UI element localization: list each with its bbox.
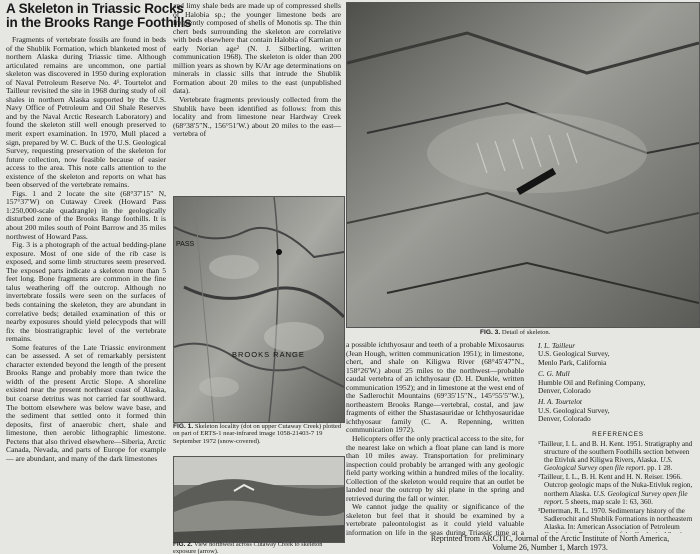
author-org: Humble Oil and Refining Company, (538, 377, 646, 387)
paragraph: and limy shale beds are made up of compressed shells of Halobia sp.; the younger limestone beds are frequently composed of shells of Monotis sp. The thin chert beds surrounding the skeleton are correlative with beds elsewhere that contain Halobia of Karnian or early Norian age² (N. J. Silberling, written communication 1968). The skeleton is older than 200 million years as shown by K/Ar age determinations on minerals in classic sills that intrude the Shublik Formation about 20 miles to the east (unpublished data). (173, 2, 341, 96)
author-signatures (538, 342, 698, 424)
references-section (538, 431, 698, 533)
paragraph: Some features of the Late Triassic environment can be assessed. A set of remarkably persistent character extended beyond the length of the present Brooks Range and probably more than twice the width of the present Arctic Slope. A shoreline existed near the present northeast coast of Alaska, but coarse detritus was not carried far southward. The bottom elsewhere was below wave base, and the sediment that settled onto it formed thin deposits, first of anaerobic chert, shale and limestone, then aerobic lithographic limestone. Pectens that also thrived elsewhere—Siberia, Arctic Canada, Nevada, and parts of Europe for example — are abundant, and many of the dark limestones (6, 342, 166, 463)
author-name: C. G. Mull (538, 369, 570, 379)
signature-block (538, 370, 698, 395)
figure-1-satellite-image (173, 196, 345, 423)
satellite-map-icon (174, 197, 344, 422)
reference-item: ³Detterman, R. L. 1970. Sedimentary history of the Sadlerochit and Shublik Formations in northeastern Alaska. In: American Association of Petroleum (538, 506, 693, 531)
references-heading: REFERENCES (592, 431, 644, 438)
figure-3-caption-text: Detail of skeleton. (501, 329, 551, 336)
signature-block (538, 398, 698, 423)
reference-item: ¹Tailleur, I. L. and B. H. Kent. 1951. Stratigraphy and structure of the southern Foothills section between the Etivluk and Kiligwa Rivers, Alaska. U.S. Geological Survey open file report. pp. 1 28. (538, 440, 693, 473)
author-name: I. L. Tailleur (538, 341, 576, 350)
text-column-2-top (173, 2, 341, 192)
landscape-photo-icon (174, 457, 344, 542)
paragraph: Helicopters offer the only practical access to the site, for the nearest lake on which a float plane can land is more than 10 miles away. Transportation for preliminary inspection could probably be arranged with any geologic field party working within a hundred miles of the locality. Collection of the skeleton would require that an outlet be landed near the outcrop by ski plane in the spring and retrieved during the fall or winter. (346, 434, 524, 503)
figure-2-photo (173, 456, 345, 543)
skeleton-detail-photo-icon (347, 3, 699, 327)
reference-item: ²Tailleur, I. L., B. H. Kent and H. N. Reiser. 1966. Outcrop geologic maps of the Nuka-Etivluk region, northern Alaska. U.S. Geological Survey open file report. 5 sheets, map scale 1: 63, 360. (538, 473, 693, 506)
author-place: Denver, Colorado (538, 386, 591, 396)
paragraph: a possible ichthyosaur and teeth of a probable Mixosaurus (Jean Hough, written communication 1951); in limestone, chert, and shale on Kiligwa River (68°45′47″N., 158°26′W.) about 25 miles to the northwest—probable caudal vertebra of an ichthyosaur (D. H. Dunkle, written communication 1952); and in limestone at the west end of the Sadlerochit Mountains (69°35′15″N., 145°55′5″W.), northeastern Brooks Range—vertebral, costal, and jaw fragments of either the Shastasauridae or Ichthyosauridae ichthyosaur family (C. A. Repenning, written communication 1972). (346, 341, 524, 435)
figure-2-caption (173, 542, 343, 554)
figure-1-caption-text: Skeleton locality (dot on upper Cutaway Creek) plotted on part of ERTS-1 near-infrared image 1058-21403-7 19 September 1972 (snow-covered). (173, 423, 342, 445)
footer-line-1: Reprinted from ARCTIC, Journal of the Arctic Institute of North America, (430, 534, 670, 543)
title-line-2: in the Brooks Range Foothills (6, 15, 192, 30)
author-org: U.S. Geological Survey, (538, 349, 610, 359)
author-org: U.S. Geological Survey, (538, 405, 610, 415)
author-place: Denver, Colorado (538, 414, 591, 424)
reprint-footer (400, 534, 700, 552)
paragraph: Vertebrate fragments previously collected from the Shublik have been identified as follows: from this locality and from limestone near Hardway Creek (68°38′5″N., 156°51′W.) about 20 miles to the east—vertebra of (173, 95, 341, 139)
paragraph: Figs. 1 and 2 locate the site (68°37′15″ N, 157°37′W) on Cutaway Creek (Howard Pass 1:250,000-scale quadrangle) in the geologically disturbed zone of the Brooks Range foothills. It is about 200 miles south of Point Barrow and 35 miles northwest of Howard Pass. (6, 188, 166, 241)
text-column-2-bottom (346, 341, 524, 537)
figure-2-caption-text: View northwest across Cutaway Creek to skeleton exposure (arrow). (173, 542, 323, 554)
signature-block (538, 342, 698, 367)
figure-3-label: FIG. 3. (480, 329, 501, 336)
figure-1-label: FIG. 1. (173, 423, 194, 430)
paragraph: Fig. 3 is a photograph of the actual bedding-plane exposure. Most of one side of the rib case is exposed, and some limb structures seem preserved. The exposed parts indicate a skeleton more than 5 feet long. Bone fragments are common in the fine talus weathering off the outcrop. Although no invertebrate fossils were seen on the surfaces of beds containing the skeleton, they are abundant in correlative beds; detailed examination of this or nearby exposures should yield pelecypods that will fix the biostratigraphic level of the vertebrate remains. (6, 240, 166, 344)
author-place: Menlo Park, California (538, 357, 607, 367)
text-column-1 (6, 36, 166, 553)
figure-3-photo (346, 2, 700, 328)
title-line-1: A Skeleton in Triassic Rocks (6, 1, 184, 16)
paragraph: Fragments of vertebrate fossils are found in beds of the Shublik Formation, which blanketed most of northern Alaska during Triassic time. Although articulated remains are uncommon, one partial skeleton was discovered in 1950 during exploration of Naval Petroleum Reserve No. 4¹. Tourtelot and Tailleur revisited the site in 1968 during study of oil shales in northern Alaska supported by the U.S. Navy Office of Petroleum and Oil Shale Reserves and by the Naval Arctic Research Laboratory) and found the skeleton still well enough preserved to merit expert examination. In 1970, Mull placed a sign, prepared by W. C. Buck of the U.S. Geological Survey, requesting preservation of the skeleton for future collection, now feasible because of easier access to the area. This note calls attention to the existence of the skeleton and reports on what has been observed of the vertebrate remains. (6, 36, 166, 190)
footer-line-2: Volume 26, Number 1, March 1973. (492, 543, 608, 552)
figure-1-caption (173, 423, 343, 455)
figure-2-label: FIG. 2. (173, 542, 193, 548)
map-label-brooks-range: BROOKS RANGE (232, 350, 305, 359)
author-name: H. A. Tourtelot (538, 397, 582, 407)
figure-3-caption (480, 329, 680, 339)
paragraph: We cannot judge the quality or significance of the skeleton but feel that it should be examined by a vertebrate paleontologist as it could yield valuable information on life in the seas during Triassic time at a (346, 502, 524, 537)
map-label-pass: PASS (176, 241, 195, 248)
